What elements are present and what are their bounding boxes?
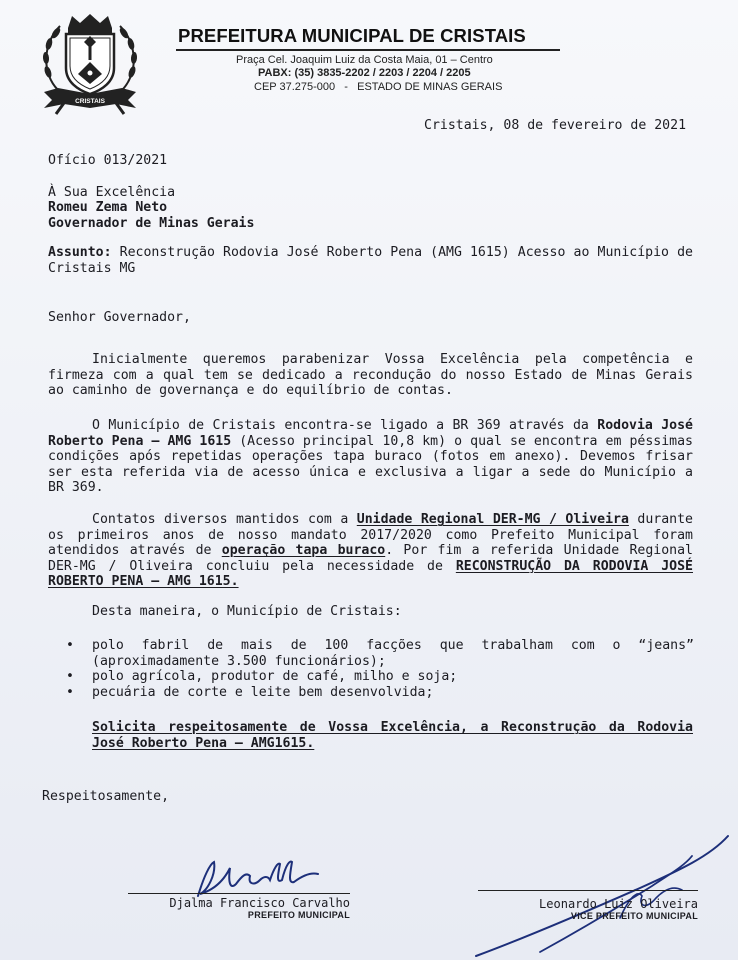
recipient-salutation: À Sua Excelência	[48, 185, 176, 200]
paragraph-3-reconstruction: RECONSTRUÇÃO DA RODOVIA JOSÉ ROBERTO PENA – AMG 1615.	[48, 558, 693, 590]
paragraph-2-text-a: O Município de Cristais encontra-se ligado a BR 369 através da	[92, 418, 598, 433]
vice-mayor-name: Leonardo Luiz Oliveira	[539, 897, 698, 911]
list-item: • pecuária de corte e leite bem desenvolvida;	[66, 685, 694, 701]
paragraph-1	[48, 352, 693, 399]
paragraph-3-text-a: Contatos diversos mantidos com a	[92, 512, 357, 527]
letterhead-phone: PABX: (35) 3835-2202 / 2203 / 2204 / 2205	[258, 67, 471, 79]
letterhead-rule	[176, 49, 560, 51]
reference-number: Ofício 013/2021	[48, 153, 168, 168]
vice-mayor-signature	[470, 826, 736, 960]
recipient-title: Governador de Minas Gerais	[48, 216, 255, 231]
paragraph-2-text-c: (Acesso principal 10,8 km) o qual se encontra em péssimas condições após repetidas operações tapa buraco (fotos em anexo). Devemos frisar ser esta referida via de acesso única e exclusiva a ligar a sede do Município a BR 369.	[48, 433, 693, 496]
mayor-signature	[190, 854, 330, 902]
paragraph-2-highway: Rodovia José Roberto Pena – AMG 1615	[48, 418, 693, 449]
paragraph-3-text-e: . Por fim a referida Unidade Regional DER-MG / Oliveira concluiu pela necessidade de	[48, 543, 694, 574]
svg-text:CRISTAIS: CRISTAIS	[75, 98, 105, 105]
greeting: Senhor Governador,	[48, 310, 191, 325]
subject-text: Reconstrução Rodovia José Roberto Pena (AMG 1615) Acesso ao Município de Cristais MG	[48, 245, 693, 276]
mayor-name: Djalma Francisco Carvalho	[169, 896, 350, 910]
paragraph-4	[48, 604, 693, 620]
mayor-role: PREFEITO MUNICIPAL	[247, 910, 350, 920]
paragraph-3-text-c: durante os primeiros anos de nosso mandato 2017/2020 como Prefeito Municipal foram atendidos através de	[48, 512, 693, 559]
vice-mayor-role: VICE PREFEITO MUNICIPAL	[570, 911, 698, 921]
mayor-signature-block	[150, 897, 350, 921]
recipient-name: Romeu Zema Neto	[48, 200, 168, 215]
paragraph-3	[48, 512, 693, 590]
request	[92, 720, 693, 751]
request-text: Solicita respeitosamente de Vossa Excelência, a Reconstrução da Rodovia José Roberto Pena – AMG1615.	[92, 720, 693, 751]
mayor-signature-line	[128, 893, 350, 894]
list-item: • polo fabril de mais de 100 facções que trabalham com o “jeans” (aproximadamente 3.500 funcionários);	[66, 638, 694, 669]
paragraph-3-operation: operação tapa buraco	[221, 543, 386, 559]
municipality-features-list	[66, 638, 694, 700]
paragraph-2	[48, 418, 693, 496]
vice-mayor-signature-line	[478, 890, 698, 891]
letterhead-title: PREFEITURA MUNICIPAL DE CRISTAIS	[178, 25, 526, 46]
coat-of-arms-logo	[36, 12, 144, 116]
letterhead-cep: CEP 37.275-000 - ESTADO DE MINAS GERAIS	[254, 81, 503, 93]
vice-mayor-signature-block	[498, 898, 698, 922]
paragraph-4-text: Desta maneira, o Município de Cristais:	[92, 604, 402, 619]
subject	[48, 245, 693, 276]
date-line: Cristais, 08 de fevereiro de 2021	[424, 118, 687, 133]
list-item: • polo agrícola, produtor de café, milho e soja;	[66, 669, 694, 685]
paragraph-1-text: Inicialmente queremos parabenizar Vossa Excelência pela competência e firmeza com a qual tem se dedicado a recondução do nosso Estado de Minas Gerais ao caminho de governança e do equilíbrio de contas.	[48, 352, 693, 399]
letterhead-address: Praça Cel. Joaquim Luiz da Costa Maia, 01 – Centro	[236, 54, 493, 66]
paragraph-3-regional-unit: Unidade Regional DER-MG / Oliveira	[356, 512, 629, 527]
closing: Respeitosamente,	[42, 789, 170, 804]
subject-label: Assunto:	[48, 245, 112, 260]
